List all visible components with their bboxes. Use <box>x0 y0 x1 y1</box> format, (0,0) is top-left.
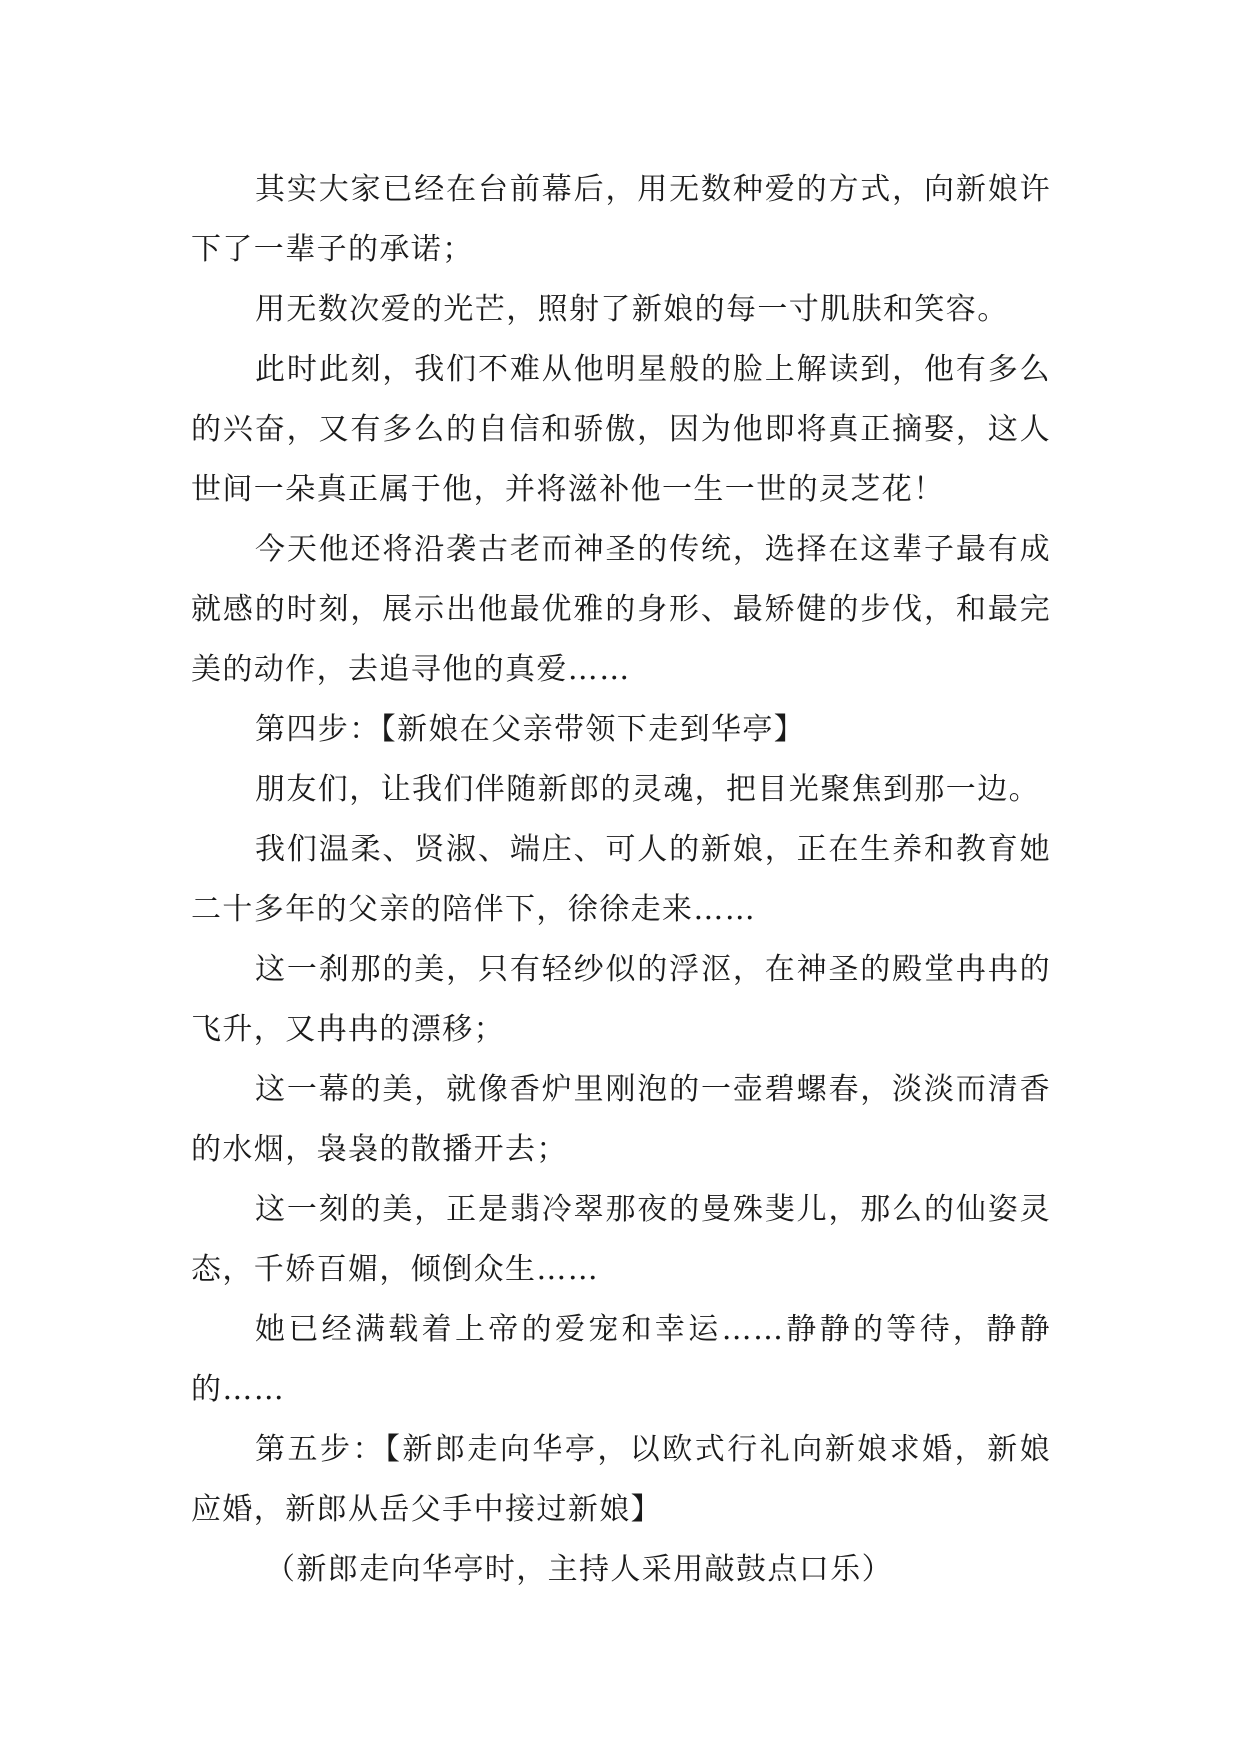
paragraph-scene-beauty: 这一幕的美，就像香炉里刚泡的一壶碧螺春，淡淡而清香的水烟，袅袅的散播开去； <box>191 1072 1051 1167</box>
paragraph-instant-beauty: 这一刹那的美，只有轻纱似的浮沤，在神圣的殿堂冉冉的飞升，又冉冉的漂移； <box>191 952 1051 1047</box>
step-five-heading: 第五步：【新郎走向华亭，以欧式行礼向新娘求婚，新娘应婚，新郎从岳父手中接过新娘】 <box>191 1432 1051 1527</box>
paragraph-this-moment: 此时此刻，我们不难从他明星般的脸上解读到，他有多么的兴奋，又有多么的自信和骄傲，因为他即将真正摘娶，这人世间一朵真正属于他，并将滋补他一生一世的灵芝花！ <box>191 352 1051 507</box>
step-four-heading: 第四步：【新娘在父亲带领下走到华亭】 <box>255 712 806 747</box>
paragraph-waiting: 她已经满载着上帝的爱宠和幸运……静静的等待，静静的…… <box>191 1312 1051 1407</box>
paragraph-light: 用无数次爱的光芒，照射了新娘的每一寸肌肤和笑容。 <box>255 292 1009 327</box>
paragraph-tradition: 今天他还将沿袭古老而神圣的传统，选择在这辈子最有成就感的时刻，展示出他最优雅的身形、最矫健的步伐，和最完美的动作，去追寻他的真爱…… <box>191 532 1051 687</box>
paragraph-friends: 朋友们，让我们伴随新郎的灵魂，把目光聚焦到那一边。 <box>255 772 1040 807</box>
paragraph-bride-father: 我们温柔、贤淑、端庄、可人的新娘，正在生养和教育她二十多年的父亲的陪伴下，徐徐走来…… <box>191 832 1051 927</box>
document-body <box>191 160 1051 1600</box>
paragraph-vows: 其实大家已经在台前幕后，用无数种爱的方式，向新娘许下了一辈子的承诺； <box>191 172 1051 267</box>
stage-direction: （新郎走向华亭时，主持人采用敲鼓点口乐） <box>265 1552 893 1587</box>
paragraph-moment-beauty: 这一刻的美，正是翡冷翠那夜的曼殊斐儿，那么的仙姿灵态，千娇百媚，倾倒众生…… <box>191 1192 1051 1287</box>
